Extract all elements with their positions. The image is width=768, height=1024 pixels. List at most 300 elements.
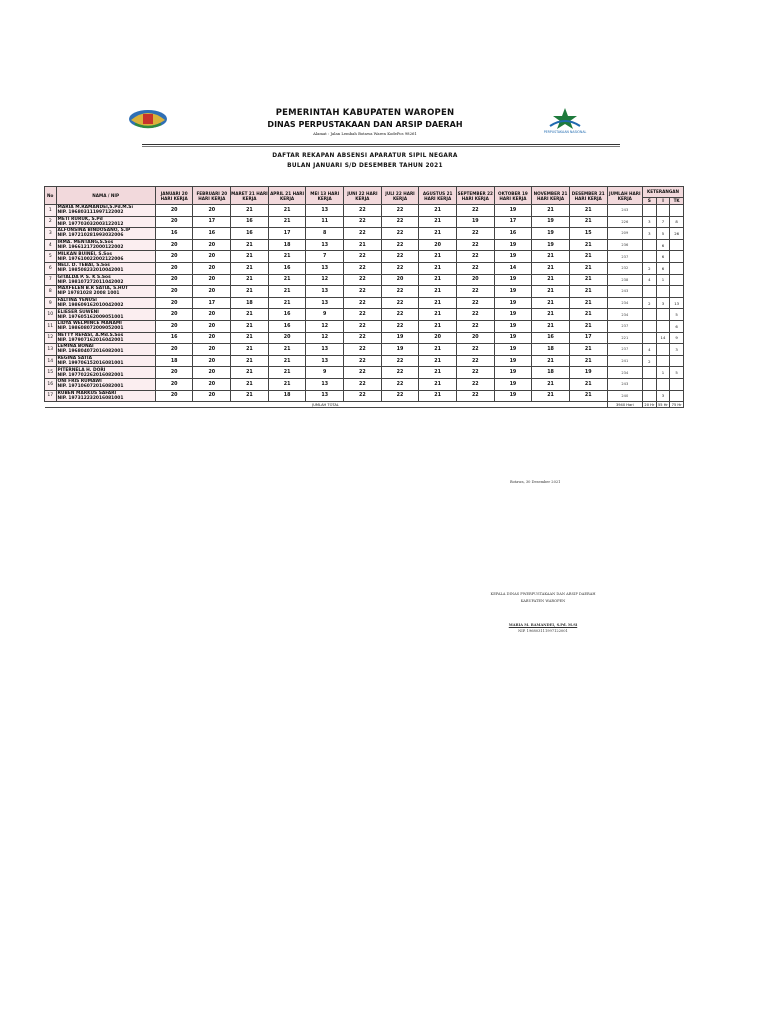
employee-cell bbox=[56, 274, 155, 286]
month-attendance: 21 bbox=[231, 390, 269, 402]
month-attendance: 20 bbox=[193, 239, 231, 251]
row-number: 16 bbox=[45, 378, 57, 390]
month-attendance: 21 bbox=[344, 239, 382, 251]
month-attendance: 22 bbox=[456, 355, 494, 367]
month-attendance: 22 bbox=[381, 262, 419, 274]
month-attendance: 22 bbox=[344, 274, 382, 286]
month-attendance: 21 bbox=[419, 228, 457, 240]
month-attendance: 20 bbox=[155, 251, 193, 263]
signatory-position-line-1: KEPALA DINAS PWERPUSTAKAAN DAN ARSIP DAERAH bbox=[490, 592, 596, 596]
month-attendance: 17 bbox=[494, 216, 532, 228]
row-total: 234 bbox=[607, 297, 643, 309]
employee-cell bbox=[56, 355, 155, 367]
employee-nip: NIP. 197610022002122006 bbox=[57, 256, 124, 262]
month-attendance: 21 bbox=[419, 297, 457, 309]
month-attendance: 22 bbox=[344, 332, 382, 344]
month-attendance: 21 bbox=[231, 367, 269, 379]
month-attendance: 22 bbox=[456, 320, 494, 332]
remarks-sick bbox=[643, 251, 657, 263]
employee-name: ONI FRIS RUMAWI bbox=[57, 379, 102, 385]
remarks-leave: 6 bbox=[656, 251, 670, 263]
remarks-sick: 4 bbox=[643, 274, 657, 286]
month-attendance: 20 bbox=[456, 274, 494, 286]
month-attendance: 21 bbox=[569, 390, 607, 402]
row-total: 237 bbox=[607, 320, 643, 332]
employee-nip: NIP. 198508232010042001 bbox=[57, 268, 124, 274]
month-attendance: 8 bbox=[306, 228, 344, 240]
month-attendance: 20 bbox=[155, 205, 193, 217]
month-attendance: 20 bbox=[456, 332, 494, 344]
month-attendance: 21 bbox=[268, 355, 306, 367]
month-attendance: 21 bbox=[569, 320, 607, 332]
month-attendance: 21 bbox=[419, 367, 457, 379]
remarks-absent bbox=[670, 251, 684, 263]
row-number: 4 bbox=[45, 239, 57, 251]
month-attendance: 20 bbox=[193, 332, 231, 344]
remarks-absent bbox=[670, 286, 684, 298]
employee-nip: NIP. 198608072009052001 bbox=[57, 326, 124, 332]
row-number: 9 bbox=[45, 297, 57, 309]
month-attendance: 7 bbox=[306, 251, 344, 263]
month-attendance: 17 bbox=[193, 297, 231, 309]
month-attendance: 22 bbox=[344, 390, 382, 402]
month-attendance: 19 bbox=[494, 390, 532, 402]
remarks-absent bbox=[670, 378, 684, 390]
month-attendance: 21 bbox=[231, 378, 269, 390]
employee-name: NETTY REFASI, A.Md.S.Sos bbox=[57, 332, 124, 338]
remarks-absent bbox=[670, 355, 684, 367]
month-attendance: 18 bbox=[532, 344, 570, 356]
employee-name: ELIESER SUWENI bbox=[57, 309, 99, 315]
month-attendance: 20 bbox=[155, 297, 193, 309]
header-february: FEBRUARI 20 HARI KERJA bbox=[193, 187, 231, 205]
header-august: AGUSTUS 21 HARI KERJA bbox=[419, 187, 457, 205]
header-september: SEPTEMBER 22 HARI KERJA bbox=[456, 187, 494, 205]
office-address: Alamat : Jalan Lembah Botawa Waren KodePos 98261 bbox=[313, 131, 417, 136]
row-number: 1 bbox=[45, 205, 57, 217]
month-attendance: 13 bbox=[306, 297, 344, 309]
month-attendance: 20 bbox=[193, 286, 231, 298]
month-attendance: 21 bbox=[569, 262, 607, 274]
remarks-leave bbox=[656, 320, 670, 332]
remarks-leave bbox=[656, 309, 670, 321]
remarks-sick bbox=[643, 378, 657, 390]
employee-name: PITERNELA H. DORI bbox=[57, 367, 106, 373]
letterhead bbox=[230, 108, 500, 136]
month-attendance: 21 bbox=[569, 378, 607, 390]
table-row bbox=[45, 216, 684, 228]
month-attendance: 20 bbox=[193, 274, 231, 286]
month-attendance: 22 bbox=[344, 286, 382, 298]
table-row bbox=[45, 344, 684, 356]
month-attendance: 21 bbox=[231, 274, 269, 286]
month-attendance: 21 bbox=[532, 205, 570, 217]
remarks-leave: 3 bbox=[656, 297, 670, 309]
remarks-sick bbox=[643, 205, 657, 217]
month-attendance: 21 bbox=[419, 320, 457, 332]
month-attendance: 20 bbox=[155, 367, 193, 379]
row-total: 221 bbox=[607, 332, 643, 344]
month-attendance: 18 bbox=[155, 355, 193, 367]
employee-nip: NIP. 197703032003122012 bbox=[57, 221, 124, 227]
table-row bbox=[45, 332, 684, 344]
right-logo-caption: PERPUSTAKAAN NASIONAL bbox=[543, 130, 587, 134]
row-total: 238 bbox=[607, 274, 643, 286]
month-attendance: 20 bbox=[155, 390, 193, 402]
title-line-1: DAFTAR REKAPAN ABSENSI APARATUR SIPIL NEGARA bbox=[272, 153, 458, 159]
footer-total: 3940 Hari bbox=[607, 402, 643, 408]
month-attendance: 15 bbox=[569, 228, 607, 240]
month-attendance: 20 bbox=[193, 205, 231, 217]
month-attendance: 22 bbox=[381, 309, 419, 321]
month-attendance: 21 bbox=[231, 332, 269, 344]
table-row bbox=[45, 262, 684, 274]
month-attendance: 21 bbox=[231, 320, 269, 332]
table-row bbox=[45, 378, 684, 390]
employee-nip: NIP. 197907162016042001 bbox=[57, 337, 124, 343]
employee-nip: NIP. 198107272011042002 bbox=[57, 279, 124, 285]
month-attendance: 16 bbox=[532, 332, 570, 344]
month-attendance: 21 bbox=[532, 355, 570, 367]
header-april: APRIL 21 HARI KERJA bbox=[268, 187, 306, 205]
remarks-sick: 2 bbox=[643, 262, 657, 274]
month-attendance: 22 bbox=[381, 390, 419, 402]
employee-cell bbox=[56, 262, 155, 274]
row-total: 209 bbox=[607, 228, 643, 240]
month-attendance: 21 bbox=[569, 309, 607, 321]
remarks-sick bbox=[643, 332, 657, 344]
month-attendance: 21 bbox=[268, 274, 306, 286]
month-attendance: 22 bbox=[344, 297, 382, 309]
table-row bbox=[45, 251, 684, 263]
row-total: 234 bbox=[607, 309, 643, 321]
employee-cell bbox=[56, 344, 155, 356]
signatory-name: MARIA M. RAMANDEI, S.Pd. M.Si bbox=[508, 623, 578, 627]
row-total: 232 bbox=[607, 262, 643, 274]
employee-nip: NIP. 199706152016081001 bbox=[57, 361, 124, 367]
month-attendance: 19 bbox=[494, 344, 532, 356]
table-row bbox=[45, 390, 684, 402]
row-number: 11 bbox=[45, 320, 57, 332]
month-attendance: 21 bbox=[532, 274, 570, 286]
employee-cell bbox=[56, 286, 155, 298]
remarks-sick: 2 bbox=[643, 297, 657, 309]
row-total: 234 bbox=[607, 367, 643, 379]
month-attendance: 22 bbox=[381, 320, 419, 332]
month-attendance: 22 bbox=[344, 262, 382, 274]
remarks-leave bbox=[656, 355, 670, 367]
header-june: JUNI 22 HARI KERJA bbox=[344, 187, 382, 205]
month-attendance: 22 bbox=[456, 367, 494, 379]
month-attendance: 19 bbox=[494, 274, 532, 286]
table-row bbox=[45, 286, 684, 298]
employee-name: NELI. D. TEBAI, S.Sos bbox=[57, 263, 110, 269]
remarks-leave: 3 bbox=[656, 390, 670, 402]
remarks-sick bbox=[643, 286, 657, 298]
employee-cell bbox=[56, 216, 155, 228]
month-attendance: 22 bbox=[381, 355, 419, 367]
month-attendance: 18 bbox=[268, 390, 306, 402]
month-attendance: 22 bbox=[456, 297, 494, 309]
month-attendance: 18 bbox=[532, 367, 570, 379]
month-attendance: 20 bbox=[155, 262, 193, 274]
table-row bbox=[45, 297, 684, 309]
header-remarks-absent: TK bbox=[670, 197, 684, 204]
month-attendance: 20 bbox=[193, 344, 231, 356]
month-attendance: 16 bbox=[231, 228, 269, 240]
employee-name: LIDYA WELMINCE MANAMI bbox=[57, 321, 122, 327]
month-attendance: 20 bbox=[381, 274, 419, 286]
month-attendance: 19 bbox=[494, 205, 532, 217]
row-total: 226 bbox=[607, 216, 643, 228]
month-attendance: 22 bbox=[456, 309, 494, 321]
month-attendance: 20 bbox=[155, 274, 193, 286]
month-attendance: 19 bbox=[494, 251, 532, 263]
row-total: 240 bbox=[607, 390, 643, 402]
month-attendance: 21 bbox=[569, 216, 607, 228]
month-attendance: 21 bbox=[419, 274, 457, 286]
header-total-workdays: JUMLAH HARI KERJA bbox=[607, 187, 643, 205]
month-attendance: 22 bbox=[381, 251, 419, 263]
month-attendance: 13 bbox=[306, 378, 344, 390]
remarks-absent bbox=[670, 390, 684, 402]
month-attendance: 17 bbox=[268, 228, 306, 240]
row-number: 8 bbox=[45, 286, 57, 298]
month-attendance: 21 bbox=[268, 251, 306, 263]
month-attendance: 22 bbox=[381, 228, 419, 240]
month-attendance: 20 bbox=[155, 216, 193, 228]
remarks-sick bbox=[643, 367, 657, 379]
remarks-leave bbox=[656, 286, 670, 298]
month-attendance: 20 bbox=[193, 367, 231, 379]
header-july: JULI 22 HARI KERJA bbox=[381, 187, 419, 205]
table-row bbox=[45, 320, 684, 332]
month-attendance: 21 bbox=[532, 390, 570, 402]
header-december: DESEMBER 21 HARI KERJA bbox=[569, 187, 607, 205]
month-attendance: 22 bbox=[381, 205, 419, 217]
month-attendance: 21 bbox=[569, 344, 607, 356]
month-attendance: 22 bbox=[456, 239, 494, 251]
month-attendance: 16 bbox=[155, 332, 193, 344]
remarks-leave: 1 bbox=[656, 367, 670, 379]
month-attendance: 21 bbox=[532, 286, 570, 298]
employee-cell bbox=[56, 251, 155, 263]
month-attendance: 21 bbox=[569, 355, 607, 367]
row-total: 237 bbox=[607, 251, 643, 263]
employee-name: MARIA M.RAMANDEI,S.Pd.M.Si bbox=[57, 205, 133, 211]
month-attendance: 12 bbox=[306, 332, 344, 344]
row-number: 17 bbox=[45, 390, 57, 402]
remarks-absent: 8 bbox=[670, 216, 684, 228]
month-attendance: 20 bbox=[155, 320, 193, 332]
remarks-leave: 7 bbox=[656, 216, 670, 228]
employee-cell bbox=[56, 390, 155, 402]
month-attendance: 20 bbox=[419, 239, 457, 251]
month-attendance: 21 bbox=[569, 297, 607, 309]
month-attendance: 19 bbox=[494, 367, 532, 379]
signature-place-date: Botawa, 30 Desember 2021 bbox=[510, 480, 561, 484]
remarks-absent bbox=[670, 239, 684, 251]
month-attendance: 20 bbox=[268, 332, 306, 344]
month-attendance: 16 bbox=[231, 216, 269, 228]
month-attendance: 16 bbox=[155, 228, 193, 240]
office-name: DINAS PERPUSTAKAAN DAN ARSIP DAERAH bbox=[267, 120, 463, 129]
month-attendance: 16 bbox=[494, 228, 532, 240]
remarks-sick bbox=[643, 320, 657, 332]
month-attendance: 21 bbox=[419, 390, 457, 402]
month-attendance: 19 bbox=[532, 216, 570, 228]
month-attendance: 19 bbox=[494, 297, 532, 309]
signatory-nip: NIP. 196803111997122001 bbox=[518, 629, 568, 633]
month-attendance: 21 bbox=[231, 355, 269, 367]
employee-cell bbox=[56, 320, 155, 332]
month-attendance: 20 bbox=[155, 239, 193, 251]
month-attendance: 16 bbox=[193, 228, 231, 240]
regency-emblem-icon bbox=[127, 108, 169, 130]
month-attendance: 21 bbox=[532, 320, 570, 332]
month-attendance: 21 bbox=[569, 274, 607, 286]
header-march: MARET 21 HARI KERJA bbox=[231, 187, 269, 205]
month-attendance: 21 bbox=[569, 239, 607, 251]
month-attendance: 13 bbox=[306, 205, 344, 217]
month-attendance: 22 bbox=[456, 390, 494, 402]
month-attendance: 21 bbox=[231, 239, 269, 251]
month-attendance: 21 bbox=[532, 378, 570, 390]
month-attendance: 22 bbox=[344, 355, 382, 367]
employee-nip: NIP. 198609162010042002 bbox=[57, 303, 124, 309]
month-attendance: 22 bbox=[344, 228, 382, 240]
month-attendance: 21 bbox=[419, 262, 457, 274]
employee-cell bbox=[56, 297, 155, 309]
remarks-sick bbox=[643, 239, 657, 251]
signatory-position-line-2: KABUPATEN WAROPEN bbox=[520, 599, 566, 603]
month-attendance: 21 bbox=[268, 344, 306, 356]
remarks-sick: 3 bbox=[643, 228, 657, 240]
table-row bbox=[45, 367, 684, 379]
month-attendance: 17 bbox=[569, 332, 607, 344]
header-remarks: KETERANGAN bbox=[643, 187, 684, 198]
month-attendance: 21 bbox=[231, 344, 269, 356]
month-attendance: 21 bbox=[532, 262, 570, 274]
remarks-sick: 4 bbox=[643, 344, 657, 356]
document-title bbox=[230, 153, 500, 173]
month-attendance: 19 bbox=[532, 239, 570, 251]
attendance-table bbox=[44, 186, 684, 408]
month-attendance: 11 bbox=[306, 216, 344, 228]
month-attendance: 22 bbox=[381, 216, 419, 228]
month-attendance: 22 bbox=[344, 320, 382, 332]
row-number: 14 bbox=[45, 355, 57, 367]
month-attendance: 21 bbox=[268, 216, 306, 228]
month-attendance: 20 bbox=[193, 355, 231, 367]
header-november: NOVEMBER 21 HARI KERJA bbox=[532, 187, 570, 205]
national-library-logo-icon bbox=[540, 106, 590, 134]
month-attendance: 21 bbox=[419, 205, 457, 217]
remarks-leave: 6 bbox=[656, 262, 670, 274]
month-attendance: 13 bbox=[306, 239, 344, 251]
month-attendance: 21 bbox=[569, 251, 607, 263]
month-attendance: 22 bbox=[456, 205, 494, 217]
employee-nip: NIP. 197312232016081001 bbox=[57, 395, 124, 401]
month-attendance: 20 bbox=[155, 309, 193, 321]
month-attendance: 22 bbox=[456, 286, 494, 298]
employee-nip: NIP. 197106072016082001 bbox=[57, 384, 124, 390]
month-attendance: 19 bbox=[456, 216, 494, 228]
employee-name: ALFONSINA BINDOSANO, S.IP bbox=[57, 228, 131, 234]
employee-name: MILKAN BUINEI, S.Sos bbox=[57, 251, 112, 257]
month-attendance: 22 bbox=[344, 216, 382, 228]
remarks-absent: 13 bbox=[670, 297, 684, 309]
row-total: 237 bbox=[607, 344, 643, 356]
month-attendance: 21 bbox=[419, 286, 457, 298]
month-attendance: 21 bbox=[231, 262, 269, 274]
remarks-leave bbox=[656, 205, 670, 217]
remarks-absent: 9 bbox=[670, 332, 684, 344]
employee-cell bbox=[56, 309, 155, 321]
remarks-absent: 5 bbox=[670, 367, 684, 379]
month-attendance: 20 bbox=[193, 390, 231, 402]
month-attendance: 21 bbox=[231, 286, 269, 298]
remarks-sick bbox=[643, 390, 657, 402]
row-number: 13 bbox=[45, 344, 57, 356]
footer-label: JUMLAH TOTAL bbox=[45, 402, 608, 408]
month-attendance: 21 bbox=[231, 309, 269, 321]
month-attendance: 18 bbox=[231, 297, 269, 309]
month-attendance: 20 bbox=[193, 309, 231, 321]
month-attendance: 19 bbox=[381, 344, 419, 356]
month-attendance: 19 bbox=[381, 332, 419, 344]
month-attendance: 20 bbox=[193, 262, 231, 274]
row-number: 3 bbox=[45, 228, 57, 240]
month-attendance: 21 bbox=[231, 205, 269, 217]
month-attendance: 14 bbox=[494, 262, 532, 274]
remarks-leave: 1 bbox=[656, 274, 670, 286]
table-row bbox=[45, 274, 684, 286]
month-attendance: 19 bbox=[494, 332, 532, 344]
month-attendance: 17 bbox=[193, 216, 231, 228]
month-attendance: 21 bbox=[268, 297, 306, 309]
month-attendance: 20 bbox=[155, 286, 193, 298]
employee-name: RUBEN MARKUS SAFARI bbox=[57, 390, 117, 396]
month-attendance: 22 bbox=[344, 251, 382, 263]
month-attendance: 19 bbox=[569, 367, 607, 379]
government-name: PEMERINTAH KABUPATEN WAROPEN bbox=[275, 108, 455, 118]
remarks-leave: 5 bbox=[656, 228, 670, 240]
month-attendance: 21 bbox=[268, 205, 306, 217]
month-attendance: 12 bbox=[306, 320, 344, 332]
month-attendance: 22 bbox=[381, 239, 419, 251]
month-attendance: 21 bbox=[419, 378, 457, 390]
month-attendance: 21 bbox=[532, 251, 570, 263]
letterhead-divider bbox=[142, 144, 620, 145]
signature-block bbox=[468, 592, 618, 633]
month-attendance: 16 bbox=[268, 320, 306, 332]
header-no: No bbox=[45, 187, 57, 205]
month-attendance: 20 bbox=[419, 332, 457, 344]
month-attendance: 22 bbox=[456, 344, 494, 356]
remarks-leave bbox=[656, 344, 670, 356]
month-attendance: 16 bbox=[268, 309, 306, 321]
employee-name: REGINA SATIA bbox=[57, 356, 92, 362]
month-attendance: 21 bbox=[532, 297, 570, 309]
remarks-sick: 2 bbox=[643, 355, 657, 367]
footer-absent: 75 Hr bbox=[671, 402, 682, 407]
month-attendance: 20 bbox=[193, 378, 231, 390]
row-total: 243 bbox=[607, 286, 643, 298]
table-row bbox=[45, 205, 684, 217]
month-attendance: 19 bbox=[494, 286, 532, 298]
month-attendance: 22 bbox=[456, 378, 494, 390]
